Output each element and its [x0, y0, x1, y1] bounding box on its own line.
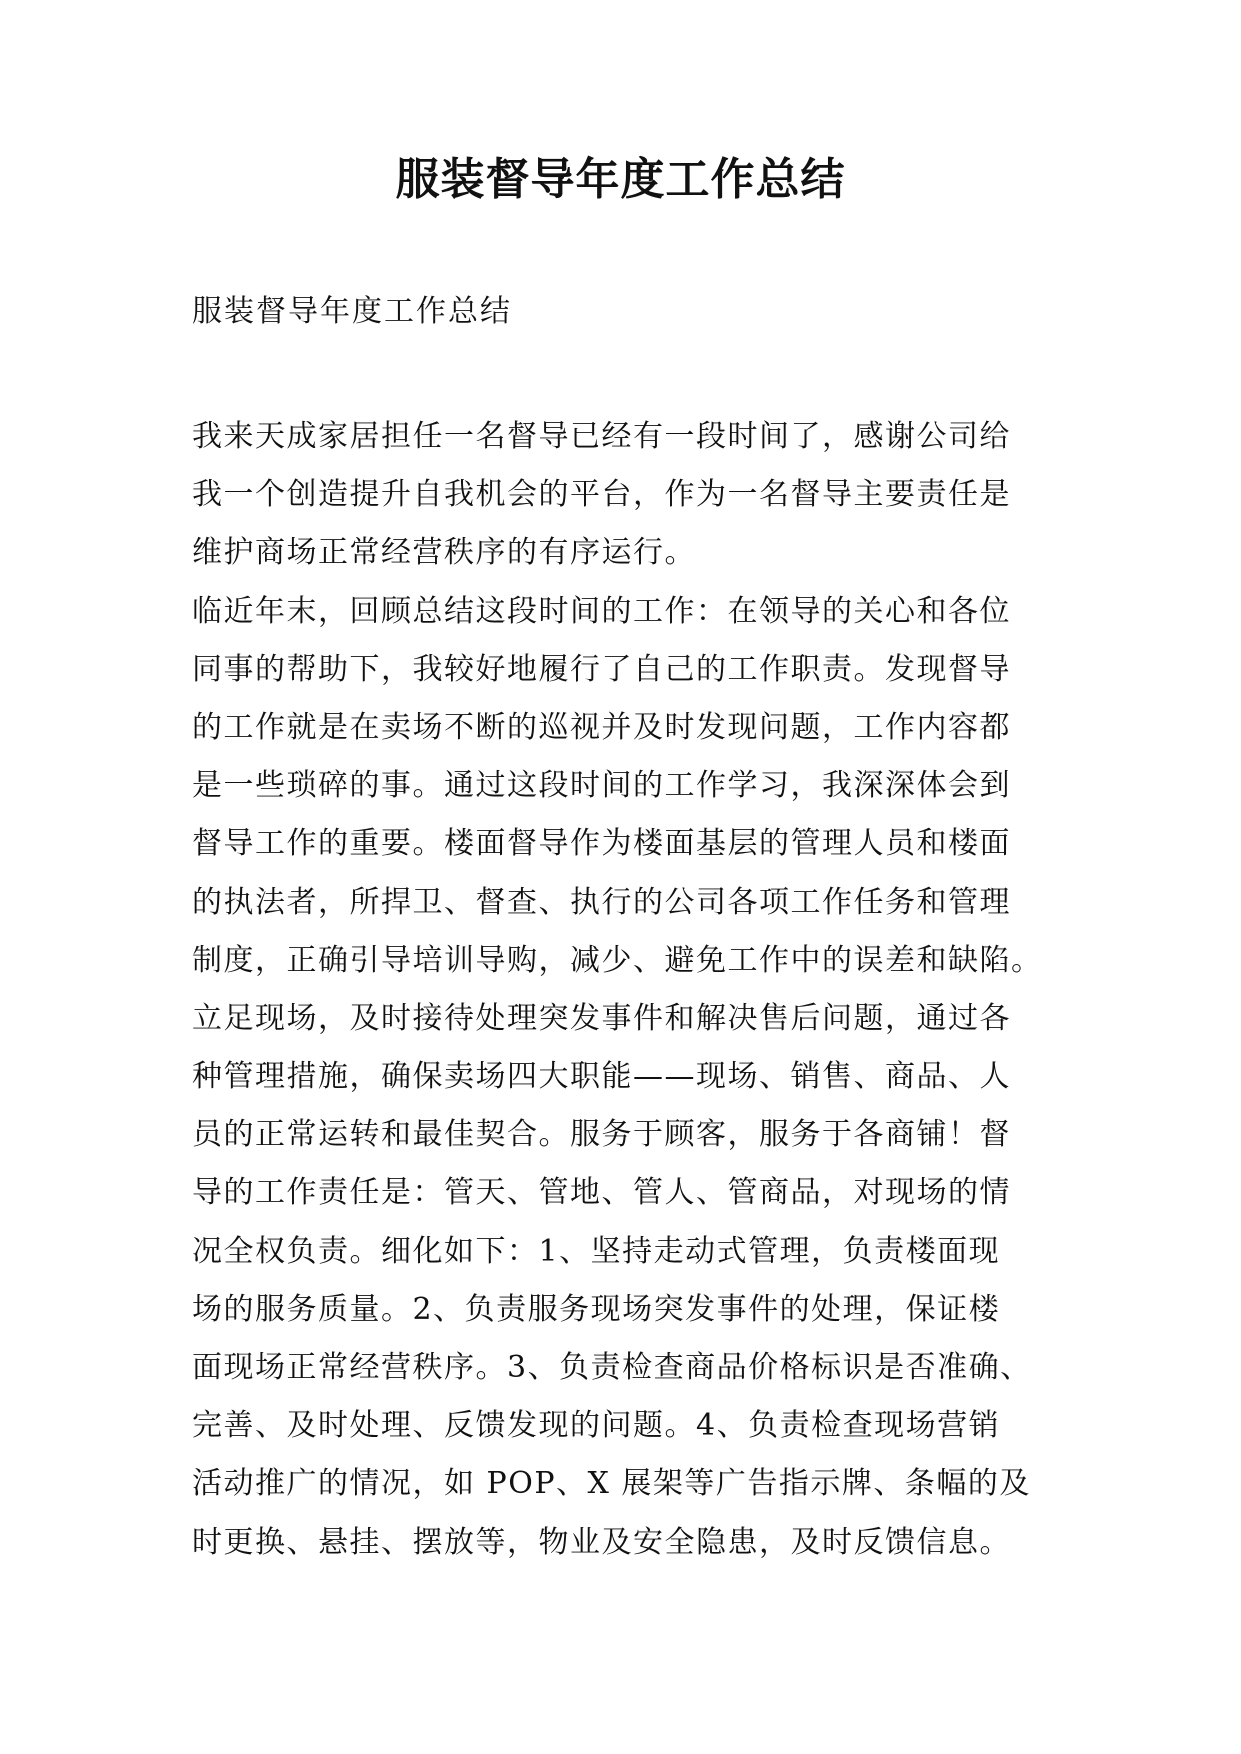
- body-line: 督导工作的重要。楼面督导作为楼面基层的管理人员和楼面: [192, 826, 1011, 862]
- body-line: 我来天成家居担任一名督导已经有一段时间了，感谢公司给: [192, 419, 1011, 454]
- body-line: 况全权负责。细化如下：1、坚持走动式管理，负责楼面现: [192, 1233, 1001, 1269]
- body-line: 临近年末，回顾总结这段时间的工作：在领导的关心和各位: [192, 593, 1011, 629]
- body-line: 同事的帮助下，我较好地履行了自己的工作职责。发现督导: [192, 651, 1011, 687]
- body-line: 面现场正常经营秩序。3、负责检查商品价格标识是否准确、: [192, 1350, 1032, 1385]
- body-line: 时更换、悬挂、摆放等，物业及安全隐患，及时反馈信息。: [192, 1524, 1011, 1560]
- body-line: 员的正常运转和最佳契合。服务于顾客，服务于各商铺！督: [192, 1117, 1011, 1153]
- body-line: 完善、及时处理、反馈发现的问题。4、负责检查现场营销: [192, 1408, 1001, 1444]
- body-line: 场的服务质量。2、负责服务现场突发事件的处理，保证楼: [192, 1291, 1001, 1327]
- document-body: [192, 408, 1092, 1572]
- body-line: 立足现场，及时接待处理突发事件和解决售后问题，通过各: [192, 1000, 1011, 1036]
- body-line: 活动推广的情况，如 POP、X 展架等广告指示牌、条幅的及: [192, 1466, 1031, 1502]
- document-title: 服装督导年度工作总结: [395, 154, 846, 205]
- document-subtitle: 服装督导年度工作总结: [192, 294, 512, 329]
- body-line: 的工作就是在卖场不断的巡视并及时发现问题，工作内容都: [192, 709, 1011, 745]
- body-line: 制度，正确引导培训导购，减少、避免工作中的误差和缺陷。: [192, 942, 1043, 978]
- body-line: 我一个创造提升自我机会的平台，作为一名督导主要责任是: [192, 477, 1011, 513]
- body-line: 是一些琐碎的事。通过这段时间的工作学习，我深深体会到: [192, 768, 1011, 804]
- body-line: 维护商场正常经营秩序的有序运行。: [192, 535, 696, 571]
- body-line: 导的工作责任是：管天、管地、管人、管商品，对现场的情: [192, 1175, 1011, 1211]
- body-line: 种管理措施，确保卖场四大职能——现场、销售、商品、人: [192, 1059, 1011, 1095]
- body-line: 的执法者，所捍卫、督查、执行的公司各项工作任务和管理: [192, 884, 1011, 920]
